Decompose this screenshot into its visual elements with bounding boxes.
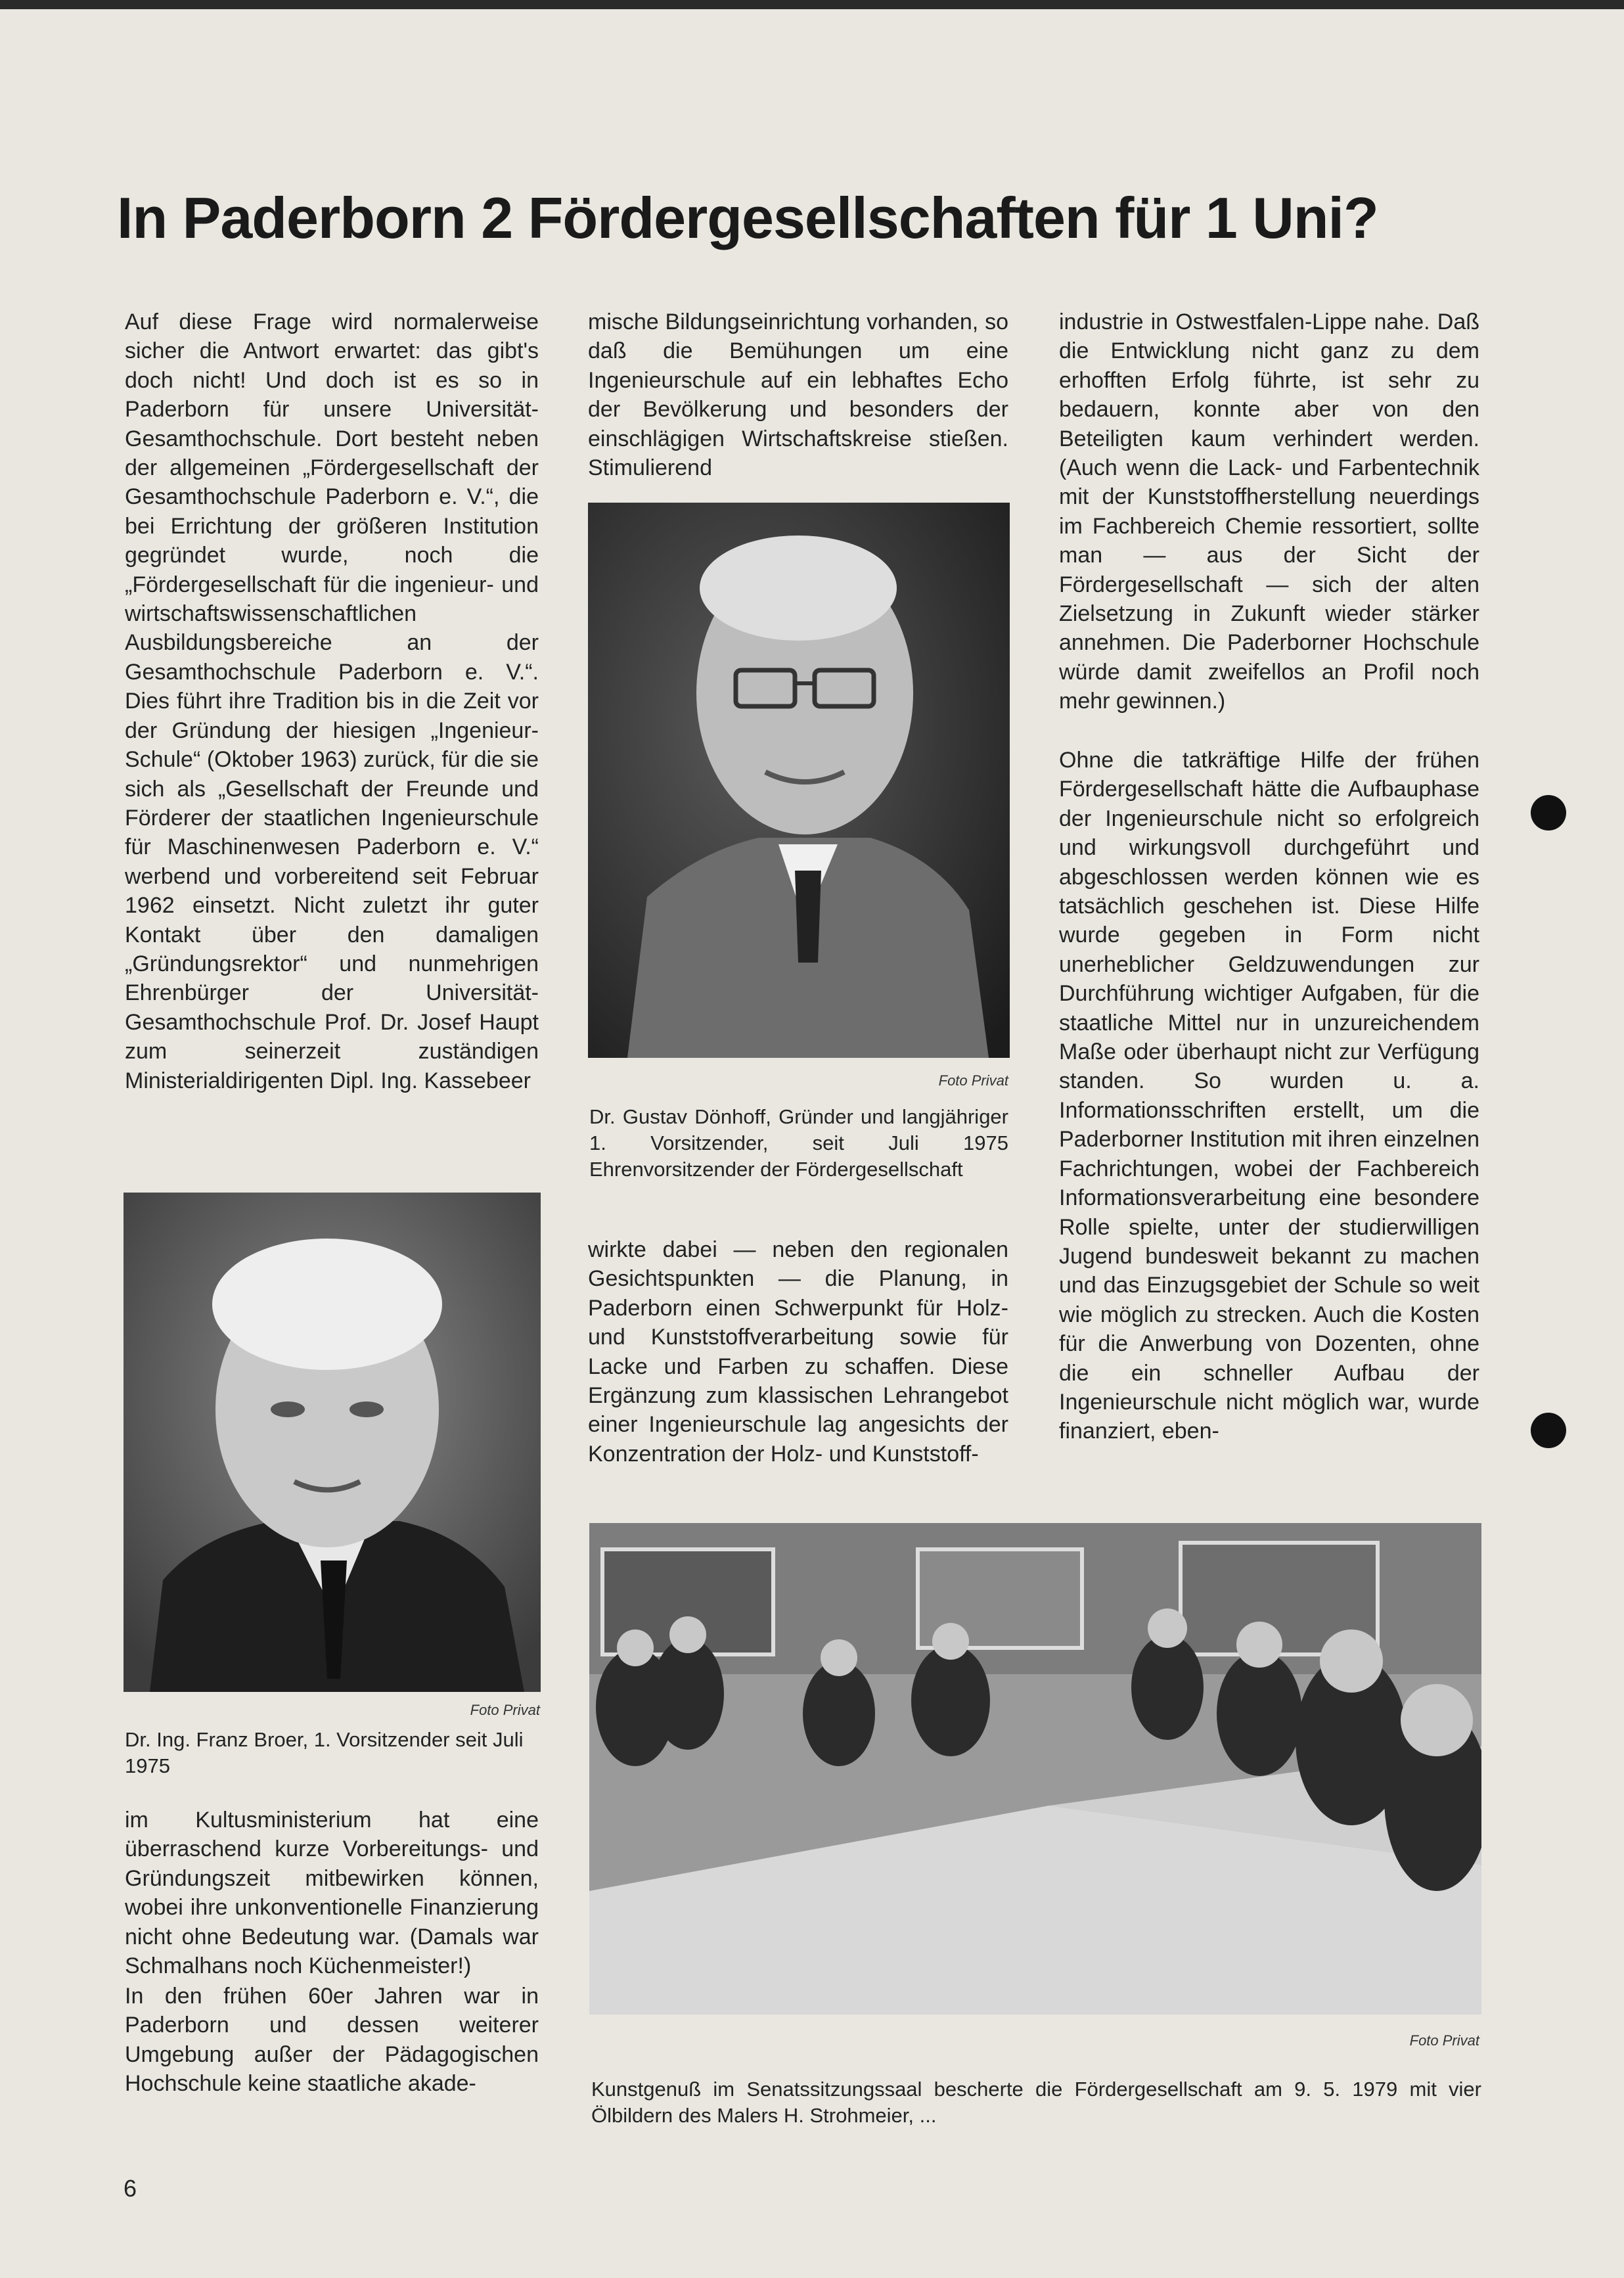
scan-edge xyxy=(0,0,1624,9)
photo-credit-broer: Foto Privat xyxy=(470,1702,540,1718)
caption-doenhoff: Dr. Gustav Dönhoff, Gründer und langjähriger 1. Vorsitzender, seit Juli 1975 Ehrenvorsitzender der Fördergesellschaft xyxy=(589,1105,1008,1181)
caption-broer: Dr. Ing. Franz Broer, 1. Vorsitzender seit Juli 1975 xyxy=(125,1728,524,1777)
group-photo-senate-hall xyxy=(589,1523,1481,2015)
photo-credit-group: Foto Privat xyxy=(1409,2032,1479,2049)
column-2-text: mische Bildungseinrichtung vorhanden, so daß die Bemühungen um eine Ingenieurschule auf ein lebhaftes Echo der Bevölkerung und besonders der einschlägigen Wirtschaftskreise stießen. Stimulierend xyxy=(588,309,1008,481)
caption-group-photo: Kunstgenuß im Senatssitzungssaal bescherte die Fördergesellschaft am 9. 5. 1979 mit vier Ölbildern des Malers H. Strohmeier, ... xyxy=(591,2078,1481,2127)
punch-hole-top xyxy=(1531,795,1566,831)
portrait-broer xyxy=(124,1193,541,1692)
page-number: 6 xyxy=(124,2175,137,2202)
page-title: In Paderborn 2 Fördergesellschaften für 1 Uni? xyxy=(117,185,1378,250)
column-1-bottom-text-2: In den frühen 60er Jahren war in Paderborn und dessen weiterer Umgebung außer der Pädagogischen Hochschule keine staatliche akade- xyxy=(125,1984,539,2097)
column-2-bottom-text: wirkte dabei — neben den regionalen Gesichtspunkten — die Planung, in Paderborn einen Schwerpunkt für Holz- und Kunststoffverarbeitung sowie für Lacke und Farben zu schaffen. Diese Ergänzung zum klassischen Lehrangebot einer Ingenieurschule lag angesichts der Konzentration der Holz- und Kunststoff- xyxy=(588,1237,1008,1467)
punch-hole-bottom xyxy=(1531,1413,1566,1448)
column-3-text: industrie in Ostwestfalen-Lippe nahe. Daß die Entwicklung nicht ganz zu dem erhofften Erfolg führte, ist sehr zu bedauern, konnte aber von den Beteiligten kaum verhindert werden. (Auch wenn die Lack- und Farbentechnik mit der Kunststoffherstellung neuerdings im Fachbereich Chemie ressortiert, sollte man — aus der Sicht der Fördergesellschaft — sich der alten Zielsetzung in Zukunft wieder stärker annehmen. Die Paderborner Hochschule würde damit zweifellos an Profil noch mehr gewinnen.) xyxy=(1059,309,1479,714)
photo-credit-doenhoff: Foto Privat xyxy=(938,1072,1008,1089)
column-1-text: Auf diese Frage wird normalerweise sicher die Antwort erwartet: das gibt's doch nicht! Und doch ist es so in Paderborn für unsere Universität-Gesamthochschule. Dort besteht neben der allgemeinen „Fördergesellschaft der Gesamthochschule Paderborn e. V.“, die bei Errichtung der größeren Institution gegründet wurde, noch die „Fördergesellschaft für die ingenieur- und wirtschaftswissenschaftlichen Ausbildungsbereiche an der Gesamthochschule Paderborn e. V.“. Dies führt ihre Tradition bis in die Zeit vor der Gründung der hiesigen „Ingenieur-Schule“ (Oktober 1963) zurück, für die sie sich als „Gesellschaft der Freunde und Förderer der staatlichen Ingenieurschule für Maschinenwesen Paderborn e. V.“ werbend und vorbereitend seit Februar 1962 einsetzt. Nicht zuletzt ihr guter Kontakt über den damaligen „Gründungsrektor“ und nunmehrigen Ehrenbürger der Universität-Gesamthochschule Prof. Dr. Josef Haupt zum seinerzeit zuständigen Ministerialdirigenten Dipl. Ing. Kassebeer xyxy=(125,309,539,1093)
column-1-bottom-text: im Kultusministerium hat eine überraschend kurze Vorbereitungs- und Gründungszeit mitbewirken können, wobei ihre unkonventionelle Finanzierung nicht ohne Bedeutung war. (Damals war Schmalhans noch Küchenmeister!) xyxy=(125,1808,539,1979)
column-3-text-2: Ohne die tatkräftige Hilfe der frühen Fördergesellschaft hätte die Aufbauphase der Ingenieurschule nicht so erfolgreich und wirkungsvoll durchgeführt und abgeschlossen werden können wie es tatsächlich geschehen ist. Diese Hilfe wurde gegeben in Form nicht unerheblicher Geldzuwendungen zur Durchführung wichtiger Aufgaben, für die staatliche Mittel nur in unzureichendem Maße oder überhaupt nicht zur Verfügung standen. So wurden u. a. Informationsschriften erstellt, um die Paderborner Institution mit ihren einzelnen Fachrichtungen, wobei der Fachbereich Informationsverarbeitung eine besondere Rolle spielte, unter der studierwilligen Jugend bundesweit bekannt zu machen und das Einzugsgebiet der Schule so weit wie möglich zu strecken. Auch die Kosten für die Anwerbung von Dozenten, ohne die ein schneller Aufbau der Ingenieurschule nicht möglich war, wurde finanziert, eben- xyxy=(1059,748,1479,1444)
portrait-doenhoff xyxy=(588,503,1010,1058)
